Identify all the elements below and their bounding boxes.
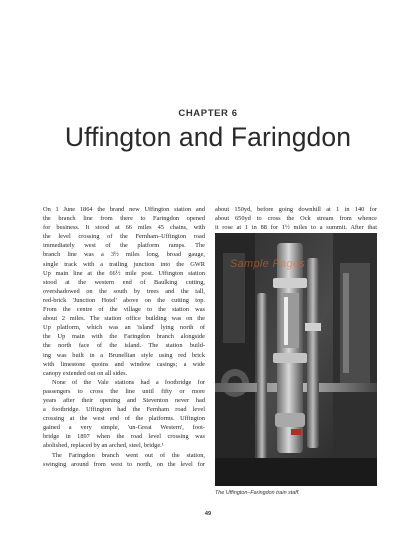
train-staff-photo-graphic [215, 233, 377, 486]
text-line: about 650yd to cross the Ock stream from whence [215, 215, 377, 223]
text-line: bridge in 1897 when the road level crossing was [43, 433, 205, 441]
chapter-title: Uffington and Faringdon [64, 122, 352, 152]
text-line: the branch line from there to Faringdon opened [43, 215, 205, 223]
text-line: immediately west of the platform ramps. The [43, 242, 205, 250]
text-line: branch line was a 3½ miles long, broad gauge, [43, 251, 205, 259]
text-line: for business. It stood at 66 miles 45 chains, with [43, 224, 205, 232]
text-line: The Faringdon branch went out of the station, [52, 451, 205, 459]
text-line: None of the Vale stations had a footbridge for [52, 378, 205, 386]
train-staff-photo [215, 233, 377, 486]
text-line: Up platform, which was an 'island' lying north of [43, 324, 205, 332]
text-line: On 1 June 1864 the brand new Uffington station and [43, 206, 205, 213]
text-line: the north face of the island. The station build- [43, 342, 205, 350]
page-number: 49 [204, 511, 212, 517]
text-line: abolished, replaced by an arched, steel, bridge.¹ [43, 442, 164, 450]
text-line: about 150yd, before going downhill at 1 in 140 for [215, 206, 377, 213]
chapter-label: CHAPTER 6 [178, 108, 238, 119]
text-line: overshadowed on the south by trees and the tall, [43, 287, 205, 295]
text-line: canopy extended out on all sides. [43, 369, 128, 377]
text-line: swinging around from west to north, on the level for [43, 460, 205, 468]
text-line: passengers to cross the line until fifty or more [43, 387, 205, 395]
text-line: years after their opening and Steventon never had [43, 396, 205, 404]
text-line: Up main line at the 66½ mile post. Uffington station [43, 269, 205, 277]
body-text-right-column [215, 205, 377, 232]
text-line: with limestone quoins and window casings; a wide [43, 360, 205, 368]
text-line: red-brick 'Junction Hotel' above on the cutting top. [43, 296, 205, 304]
text-line: ing was built in a Brunellian style using red brick [43, 351, 205, 359]
photo-caption: The Uffington–Faringdon train staff. [215, 490, 300, 496]
text-line: a footbridge. Uffington had the Fernham road level [43, 406, 205, 414]
text-line: it rose at 1 in 88 for 1½ miles to a summit. After that [215, 224, 377, 232]
text-line: stood at the western end of Baulking cutting, [43, 278, 205, 286]
body-text-left-column [43, 205, 205, 469]
text-line: crossing at the west end of the platforms. Uffington [43, 415, 205, 423]
watermark: Sample Pages [230, 258, 306, 270]
text-line: From the centre of the village to the station was [43, 306, 205, 314]
text-line: the Up main with the Faringdon branch alongside [43, 333, 205, 341]
text-line: gained a very simple, 'un-Great Western', foot- [43, 424, 205, 432]
text-line: the level crossing of the Fernham–Uffington road [43, 233, 205, 241]
text-line: about 2 miles. The station office building was on the [43, 315, 205, 323]
text-line: single track with a trailing junction into the GWR [43, 260, 205, 268]
